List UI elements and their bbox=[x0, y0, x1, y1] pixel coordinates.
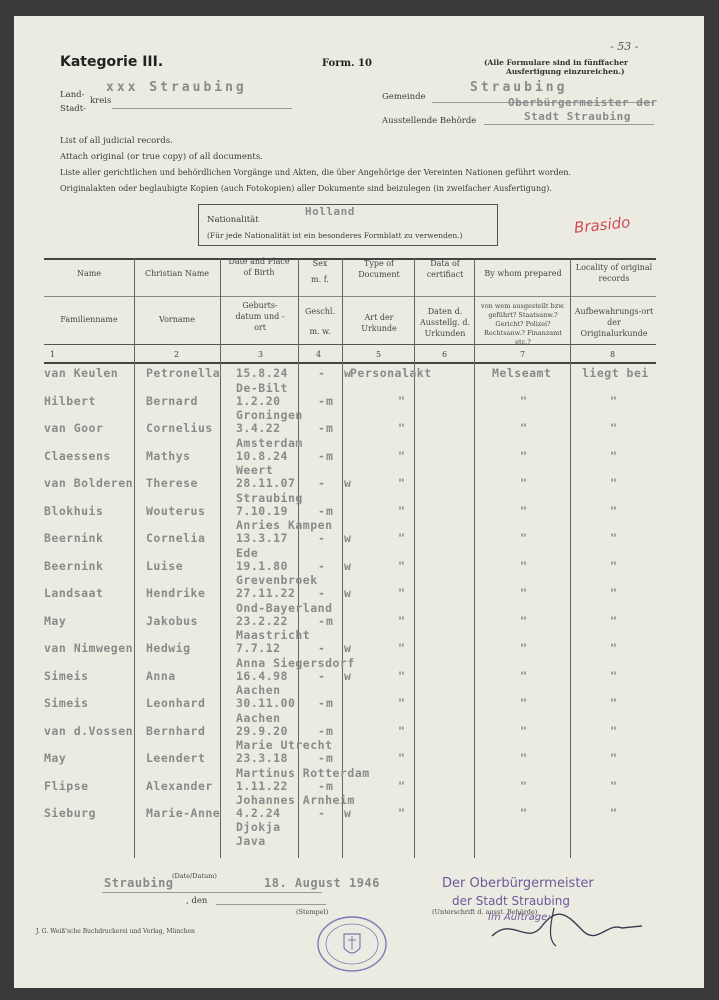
kreis-label: kreis bbox=[90, 96, 112, 106]
record-locality: " bbox=[610, 751, 618, 765]
birth-place: Marie Utrecht bbox=[236, 738, 333, 752]
header-christian-name: Christian Name bbox=[144, 269, 210, 278]
sex-dash: - bbox=[318, 558, 326, 573]
first-name: Mathys bbox=[146, 448, 191, 463]
header-von-wem: von wem ausgestellt bzw. geführt? Staatsanw.? Gericht? Polizei? Rechtsanw.? Finanzamt etc.? bbox=[481, 302, 565, 346]
family-name: Landsaat bbox=[44, 586, 104, 600]
sex-value: w bbox=[344, 476, 352, 490]
record-locality: " bbox=[610, 421, 618, 435]
prepared-by: " bbox=[520, 421, 528, 435]
birth-date: 30.11.00 bbox=[236, 696, 296, 710]
handwritten-signature bbox=[482, 896, 652, 956]
prepared-by: " bbox=[520, 723, 528, 738]
col-num-2: 2 bbox=[174, 350, 180, 359]
sex-value: m bbox=[326, 421, 334, 435]
record-locality: " bbox=[610, 778, 618, 793]
header-sex-mf: m. f. bbox=[311, 275, 329, 284]
first-name: Cornelius bbox=[146, 421, 213, 435]
first-name: Wouterus bbox=[146, 503, 206, 518]
prepared-by: Melseamt bbox=[492, 366, 552, 380]
note-line-2: Ausfertigung einzureichen.) bbox=[506, 67, 625, 76]
birth-place: Ond-Bayerland bbox=[236, 600, 333, 615]
note-line-1: (Alle Formulare sind in fünffacher bbox=[484, 58, 628, 67]
first-name: Jakobus bbox=[146, 613, 198, 628]
header-locality: Locality of original records bbox=[575, 263, 653, 283]
prepared-by: " bbox=[520, 586, 528, 600]
birth-place: Aachen bbox=[236, 683, 281, 697]
document-type: " bbox=[398, 806, 406, 820]
family-name: Simeis bbox=[44, 696, 89, 710]
family-name: Beernink bbox=[44, 531, 104, 545]
first-name: Leendert bbox=[146, 751, 206, 765]
document-page bbox=[14, 16, 704, 988]
document-type: " bbox=[398, 476, 406, 490]
first-name: Anna bbox=[146, 668, 176, 683]
family-name: van Nimwegen bbox=[44, 641, 134, 655]
first-name: Bernard bbox=[146, 393, 198, 408]
birth-place: Aachen bbox=[236, 710, 281, 725]
kreis-value: xxx Straubing bbox=[106, 80, 247, 95]
sex-dash: - bbox=[318, 613, 326, 628]
family-name: May bbox=[44, 613, 67, 628]
trailing-place: Djokja bbox=[236, 820, 281, 834]
behoerde-label: Ausstellende Behörde bbox=[382, 116, 477, 126]
instruction-2: Attach original (or true copy) of all documents. bbox=[60, 152, 263, 162]
family-name: Blokhuis bbox=[44, 503, 104, 518]
family-name: Hilbert bbox=[44, 393, 96, 408]
family-name: van Keulen bbox=[44, 366, 119, 380]
first-name: Hendrike bbox=[146, 586, 206, 600]
page-number: - 53 - bbox=[610, 40, 639, 53]
instruction-3: Liste aller gerichtlichen und behördlichen Vorgänge und Akten, die über Angehörige der Vereinten Nationen geführt worden. bbox=[60, 168, 572, 177]
family-name: Sieburg bbox=[44, 806, 96, 820]
header-familienname: Familienname bbox=[60, 315, 118, 324]
sex-dash: - bbox=[318, 751, 326, 765]
prepared-by: " bbox=[520, 806, 528, 820]
col-num-3: 3 bbox=[258, 350, 264, 359]
nationality-label: Nationalität bbox=[207, 215, 259, 225]
family-name: Flipse bbox=[44, 778, 89, 793]
sex-dash: - bbox=[318, 586, 326, 600]
sex-dash: - bbox=[318, 366, 326, 380]
footer-city: Straubing bbox=[104, 876, 174, 890]
birth-date: 10.8.24 bbox=[236, 448, 288, 463]
document-type: " bbox=[398, 586, 406, 600]
sex-dash: - bbox=[318, 668, 326, 683]
record-locality: liegt bei bbox=[582, 366, 649, 380]
prepared-by: " bbox=[520, 613, 528, 628]
sex-value: w bbox=[344, 366, 352, 380]
birth-date: 3.4.22 bbox=[236, 421, 281, 435]
document-type: " bbox=[398, 531, 406, 545]
record-locality: " bbox=[610, 558, 618, 573]
prepared-by: " bbox=[520, 778, 528, 793]
footer-date-label: (Date/Datum) bbox=[172, 872, 217, 880]
document-type: " bbox=[398, 393, 406, 408]
birth-date: 1.11.22 bbox=[236, 778, 288, 793]
birth-place: Johannes Arnheim bbox=[236, 793, 355, 807]
record-locality: " bbox=[610, 641, 618, 655]
birth-date: 27.11.22 bbox=[236, 586, 296, 600]
signature-label: (Unterschrift d. ausst. Behörde) bbox=[432, 908, 538, 916]
header-by-whom: By whom prepared bbox=[484, 269, 562, 278]
first-name: Alexander bbox=[146, 778, 213, 793]
first-name: Leonhard bbox=[146, 696, 206, 710]
behoerde-value-2: Stadt Straubing bbox=[524, 110, 631, 123]
first-name: Luise bbox=[146, 558, 184, 573]
land-label: Land- bbox=[60, 90, 85, 100]
birth-date: 23.2.22 bbox=[236, 613, 288, 628]
sex-value: w bbox=[344, 531, 352, 545]
document-type: " bbox=[398, 751, 406, 765]
record-locality: " bbox=[610, 668, 618, 683]
official-seal bbox=[314, 914, 390, 974]
prepared-by: " bbox=[520, 558, 528, 573]
sex-value: m bbox=[326, 613, 334, 628]
sex-dash: - bbox=[318, 806, 326, 820]
birth-date: 29.9.20 bbox=[236, 723, 288, 738]
nationality-box bbox=[198, 204, 498, 246]
stamp-label: (Stempel) bbox=[296, 908, 329, 916]
family-name: van d.Vossen bbox=[44, 723, 134, 738]
record-locality: " bbox=[610, 448, 618, 463]
prepared-by: " bbox=[520, 476, 528, 490]
prepared-by: " bbox=[520, 531, 528, 545]
birth-date: 13.3.17 bbox=[236, 531, 288, 545]
record-locality: " bbox=[610, 503, 618, 518]
col-num-5: 5 bbox=[376, 350, 382, 359]
document-type: " bbox=[398, 421, 406, 435]
gemeinde-value: Straubing bbox=[470, 80, 568, 95]
sex-value: m bbox=[326, 723, 334, 738]
sex-dash: - bbox=[318, 503, 326, 518]
prepared-by: " bbox=[520, 641, 528, 655]
signer-line-1: Der Oberbürgermeister bbox=[442, 876, 594, 891]
family-name: Claessens bbox=[44, 448, 111, 463]
record-locality: " bbox=[610, 806, 618, 820]
header-art-urkunde: Art der Urkunde bbox=[361, 313, 397, 333]
sex-value: m bbox=[326, 696, 334, 710]
sex-dash: - bbox=[318, 778, 326, 793]
header-sex: Sex bbox=[312, 259, 328, 268]
sex-dash: - bbox=[318, 723, 326, 738]
birth-date: 23.3.18 bbox=[236, 751, 288, 765]
sex-value: m bbox=[326, 448, 334, 463]
sex-value: m bbox=[326, 503, 334, 518]
footer-den: , den bbox=[186, 896, 208, 906]
document-type: " bbox=[398, 723, 406, 738]
first-name: Hedwig bbox=[146, 641, 191, 655]
first-name: Cornelia bbox=[146, 531, 206, 545]
birth-date: 4.2.24 bbox=[236, 806, 281, 820]
trailing-place-2: Java bbox=[236, 834, 266, 848]
birth-date: 15.8.24 bbox=[236, 366, 288, 380]
category-title: Kategorie III. bbox=[60, 54, 164, 70]
first-name: Petronella bbox=[146, 366, 221, 380]
col-num-4: 4 bbox=[316, 350, 322, 359]
record-locality: " bbox=[610, 696, 618, 710]
family-name: van Goor bbox=[44, 421, 104, 435]
sex-value: w bbox=[344, 641, 352, 655]
nationality-note: (Für jede Nationalität ist ein besonderes Formblatt zu verwenden.) bbox=[207, 231, 463, 240]
document-type: " bbox=[398, 503, 406, 518]
birth-place: Martinus Rotterdam bbox=[236, 765, 370, 780]
sex-dash: - bbox=[318, 448, 326, 463]
birth-date: 7.10.19 bbox=[236, 503, 288, 518]
document-type: " bbox=[398, 641, 406, 655]
nationality-value: Holland bbox=[305, 205, 355, 218]
document-type: " bbox=[398, 558, 406, 573]
header-name: Name bbox=[76, 269, 102, 278]
form-number: Form. 10 bbox=[322, 58, 372, 69]
instruction-4: Originalakten oder beglaubigte Kopien (auch Fotokopien) aller Dokumente sind beizulegen (in zweifacher Ausfertigung). bbox=[60, 184, 552, 193]
printer-credit: J. G. Weiß'sche Buchdruckerei und Verlag, München bbox=[36, 928, 195, 935]
header-geschl-mw: m. w. bbox=[309, 327, 331, 336]
prepared-by: " bbox=[520, 503, 528, 518]
sex-value: m bbox=[326, 393, 334, 408]
sex-value: w bbox=[344, 586, 352, 600]
birth-place: Anna Siegersdorf bbox=[236, 655, 355, 670]
record-locality: " bbox=[610, 613, 618, 628]
prepared-by: " bbox=[520, 751, 528, 765]
col-num-8: 8 bbox=[610, 350, 616, 359]
header-geburtsdatum: Geburts-datum und -ort bbox=[235, 301, 285, 332]
sex-value: m bbox=[326, 778, 334, 793]
sex-dash: - bbox=[318, 696, 326, 710]
first-name: Therese bbox=[146, 476, 198, 490]
col-num-1: 1 bbox=[50, 350, 56, 359]
col-num-6: 6 bbox=[442, 350, 448, 359]
document-type: Personalakt bbox=[350, 366, 432, 380]
stadt-label: Stadt- bbox=[60, 104, 87, 114]
header-date-place: Date and Place of Birth bbox=[228, 257, 290, 277]
sex-value: m bbox=[326, 751, 334, 765]
instruction-1: List of all judicial records. bbox=[60, 136, 173, 146]
behoerde-value-1: Oberbürgermeister der bbox=[508, 96, 658, 109]
birth-place: Grevenbroek bbox=[236, 573, 318, 587]
sex-dash: - bbox=[318, 421, 326, 435]
record-locality: " bbox=[610, 723, 618, 738]
col-num-7: 7 bbox=[520, 350, 526, 359]
prepared-by: " bbox=[520, 668, 528, 683]
prepared-by: " bbox=[520, 393, 528, 408]
sex-value: w bbox=[344, 806, 352, 820]
signer-line-2: der Stadt Straubing bbox=[452, 894, 570, 908]
birth-place: Maastricht bbox=[236, 628, 311, 642]
birth-date: 7.7.12 bbox=[236, 641, 281, 655]
birth-place: Anries Kampen bbox=[236, 518, 333, 532]
record-locality: " bbox=[610, 531, 618, 545]
sex-dash: - bbox=[318, 393, 326, 408]
sex-dash: - bbox=[318, 476, 326, 490]
birth-date: 16.4.98 bbox=[236, 668, 288, 683]
first-name: Bernhard bbox=[146, 723, 206, 738]
sex-dash: - bbox=[318, 641, 326, 655]
header-daten-ausstellung: Daten d. Ausstellg. d. Urkunden bbox=[419, 307, 471, 338]
sex-dash: - bbox=[318, 531, 326, 545]
document-type: " bbox=[398, 448, 406, 463]
first-name: Marie-Anne bbox=[146, 806, 221, 820]
family-name: Simeis bbox=[44, 668, 89, 683]
header-data-certificat: Data of certifiact bbox=[426, 259, 464, 279]
document-type: " bbox=[398, 613, 406, 628]
sex-value: w bbox=[344, 558, 352, 573]
family-name: van Bolderen bbox=[44, 476, 134, 490]
birth-date: 28.11.07 bbox=[236, 476, 296, 490]
document-type: " bbox=[398, 778, 406, 793]
footer-date: 18. August 1946 bbox=[264, 876, 380, 890]
document-type: " bbox=[398, 668, 406, 683]
family-name: May bbox=[44, 751, 67, 765]
birth-place: Straubing bbox=[236, 490, 303, 505]
birth-place: Amsterdam bbox=[236, 435, 303, 450]
birth-place: De-Bilt bbox=[236, 380, 288, 395]
header-vorname: Vorname bbox=[159, 315, 195, 324]
header-aufbewahrungsort: Aufbewahrungs-ort der Originalurkunde bbox=[574, 307, 654, 338]
prepared-by: " bbox=[520, 696, 528, 710]
header-type-document: Type of Document bbox=[358, 259, 400, 279]
record-locality: " bbox=[610, 393, 618, 408]
record-locality: " bbox=[610, 476, 618, 490]
birth-place: Ede bbox=[236, 545, 259, 560]
prepared-by: " bbox=[520, 448, 528, 463]
header-geschl: Geschl. bbox=[305, 307, 335, 316]
gemeinde-label: Gemeinde bbox=[382, 92, 426, 102]
red-handwritten-mark: Brasido bbox=[573, 213, 632, 237]
family-name: Beernink bbox=[44, 558, 104, 573]
birth-date: 19.1.80 bbox=[236, 558, 288, 573]
record-locality: " bbox=[610, 586, 618, 600]
signer-line-3: Im Auftrage: bbox=[488, 912, 551, 923]
birth-place: Weert bbox=[236, 463, 274, 477]
birth-date: 1.2.20 bbox=[236, 393, 281, 408]
birth-place: Groningen bbox=[236, 408, 303, 422]
document-type: " bbox=[398, 696, 406, 710]
sex-value: w bbox=[344, 668, 352, 683]
